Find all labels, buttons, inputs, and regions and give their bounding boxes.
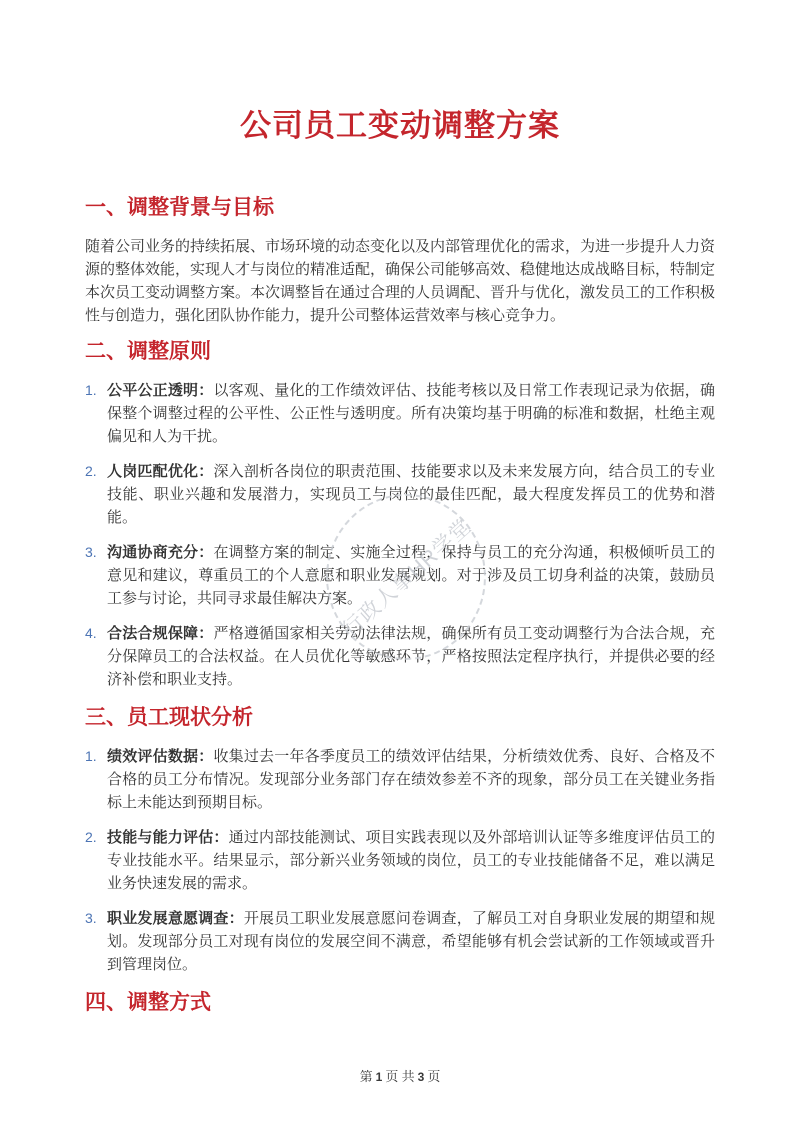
list-item-body	[107, 379, 715, 448]
list-item	[85, 379, 715, 448]
footer-current-page: 1	[375, 1070, 383, 1084]
list-item-number: 1.	[85, 748, 97, 764]
section-heading-adjustment-methods: 四、调整方式	[85, 991, 211, 1014]
page-footer	[0, 1066, 800, 1085]
footer-label-suffix: 页	[427, 1069, 441, 1084]
list-item-number: 1.	[85, 382, 97, 398]
list-item-label: 合法合规保障：	[107, 625, 214, 642]
list-item-label: 公平公正透明：	[107, 382, 214, 399]
list-item-body	[107, 460, 715, 529]
footer-label-prefix: 第	[359, 1069, 373, 1084]
list-item-body	[107, 907, 715, 976]
list-item-text: 开展员工职业发展意愿问卷调查，了解员工对自身职业发展的期望和规划。发现部分员工对现有岗位的发展空间不满意，希望能够有机会尝试新的工作领域或晋升到管理岗位。	[107, 910, 715, 973]
section-heading-principles: 二、调整原则	[85, 340, 211, 363]
footer-total-pages: 3	[417, 1070, 425, 1084]
list-item-label: 沟通协商充分：	[107, 544, 214, 561]
list-item-number: 2.	[85, 829, 97, 845]
document-content	[0, 104, 800, 1018]
list-item-text: 收集过去一年各季度员工的绩效评估结果，分析绩效优秀、良好、合格及不合格的员工分布情况。发现部分业务部门存在绩效参差不齐的现象，部分员工在关键业务指标上未能达到预期目标。	[107, 748, 715, 811]
list-item-text: 以客观、量化的工作绩效评估、技能考核以及日常工作表现记录为依据，确保整个调整过程的公平性、公正性与透明度。所有决策均基于明确的标准和数据，杜绝主观偏见和人为干扰。	[107, 382, 715, 445]
list-item-label: 绩效评估数据：	[107, 748, 214, 765]
footer-label-middle: 页 共	[385, 1069, 415, 1084]
list-item-text: 严格遵循国家相关劳动法律法规，确保所有员工变动调整行为合法合规，充分保障员工的合法权益。在人员优化等敏感环节，严格按照法定程序执行，并提供必要的经济补偿和职业支持。	[107, 625, 715, 688]
list-item-label: 技能与能力评估：	[107, 829, 229, 846]
list-item	[85, 907, 715, 976]
list-item	[85, 541, 715, 610]
list-item-body	[107, 622, 715, 691]
list-item-label: 职业发展意愿调查：	[107, 910, 244, 927]
status-analysis-list	[85, 745, 715, 976]
list-item	[85, 826, 715, 895]
list-item-text: 通过内部技能测试、项目实践表现以及外部培训认证等多维度评估员工的专业技能水平。结果显示，部分新兴业务领域的岗位，员工的专业技能储备不足，难以满足业务快速发展的需求。	[107, 829, 715, 892]
section-heading-background-goals: 一、调整背景与目标	[85, 196, 274, 219]
list-item-body	[107, 826, 715, 895]
list-item	[85, 622, 715, 691]
list-item-label: 人岗匹配优化：	[107, 463, 214, 480]
list-item-number: 3.	[85, 544, 97, 560]
section-heading-status-analysis: 三、员工现状分析	[85, 706, 253, 729]
list-item-number: 4.	[85, 625, 97, 641]
list-item-text: 在调整方案的制定、实施全过程，保持与员工的充分沟通，积极倾听员工的意见和建议，尊重员工的个人意愿和职业发展规划。对于涉及员工切身利益的决策，鼓励员工参与讨论，共同寻求最佳解决方案。	[107, 544, 715, 607]
section-background-paragraph: 随着公司业务的持续拓展、市场环境的动态变化以及内部管理优化的需求，为进一步提升人力资源的整体效能，实现人才与岗位的精准适配，确保公司能够高效、稳健地达成战略目标，特制定本次员工变动调整方案。本次调整旨在通过合理的人员调配、晋升与优化，激发员工的工作积极性与创造力，强化团队协作能力，提升公司整体运营效率与核心竞争力。	[85, 238, 716, 324]
list-item-body	[107, 541, 715, 610]
page-title: 公司员工变动调整方案	[240, 108, 560, 143]
list-item	[85, 460, 715, 529]
list-item-body	[107, 745, 715, 814]
list-item-number: 3.	[85, 910, 97, 926]
list-item	[85, 745, 715, 814]
list-item-number: 2.	[85, 463, 97, 479]
list-item-text: 深入剖析各岗位的职责范围、技能要求以及未来发展方向，结合员工的专业技能、职业兴趣和发展潜力，实现员工与岗位的最佳匹配，最大程度发挥员工的优势和潜能。	[107, 463, 715, 526]
watermark-text: 行政人事HR学堂	[338, 514, 476, 642]
principles-list	[85, 379, 715, 691]
